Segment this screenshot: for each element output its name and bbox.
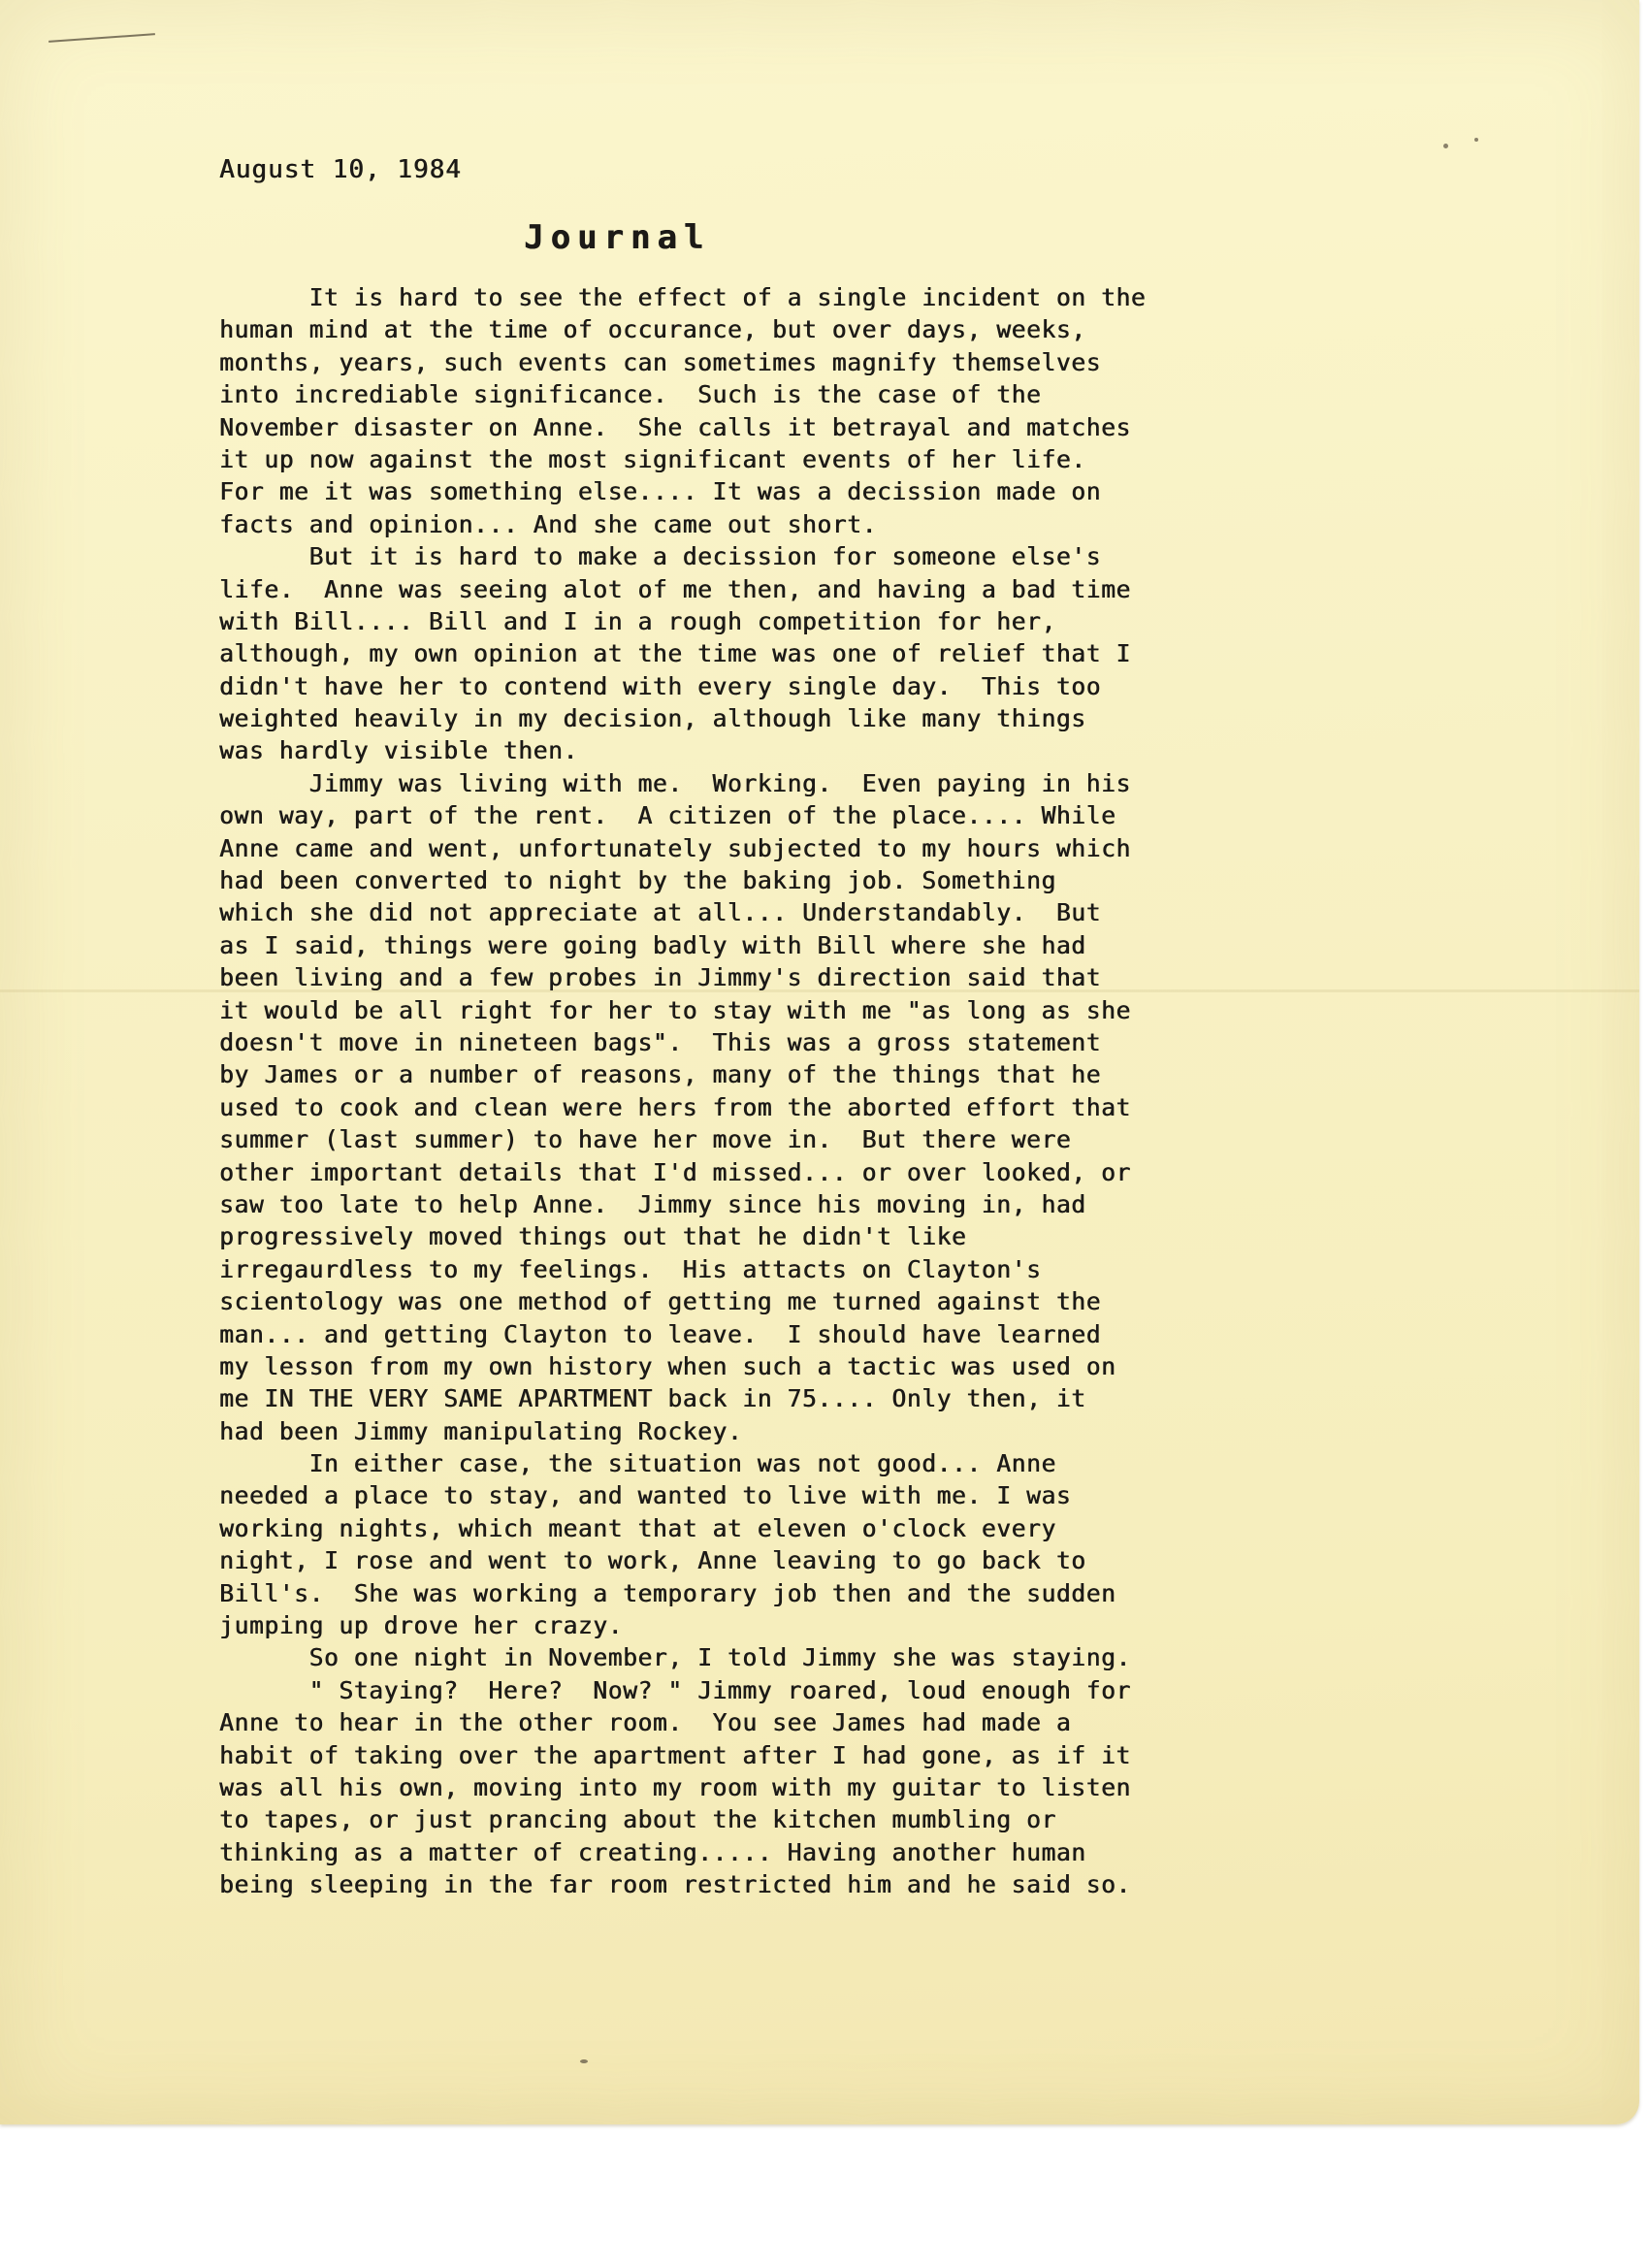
journal-line: For me it was something else.... It was a decission made on [219,477,1101,506]
journal-line: So one night in November, I told Jimmy she was staying. [219,1643,1131,1672]
journal-line: used to cook and clean were hers from the aborted effort that [219,1092,1131,1121]
journal-line: night, I rose and went to work, Anne leaving to go back to [219,1546,1086,1575]
journal-line: was hardly visible then. [219,736,578,765]
journal-line: jumping up drove her crazy. [219,1611,623,1640]
journal-line: Bill's. She was working a temporary job then and the sudden [219,1578,1116,1607]
journal-line: other important details that I'd missed... or over looked, or [219,1157,1131,1186]
journal-line: being sleeping in the far room restricted him and he said so. [219,1870,1131,1899]
journal-line: had been Jimmy manipulating Rockey. [219,1416,743,1445]
journal-line: human mind at the time of occurance, but over days, weeks, [219,315,1086,344]
journal-line: facts and opinion... And she came out short. [219,509,877,538]
journal-line: my lesson from my own history when such a tactic was used on [219,1351,1116,1380]
journal-line: " Staying? Here? Now? " Jimmy roared, loud enough for [219,1675,1131,1704]
journal-line: working nights, which meant that at eleven o'clock every [219,1513,1056,1542]
journal-line: irregaurdless to my feelings. His attacts on Clayton's [219,1254,1042,1283]
journal-line: life. Anne was seeing alot of me then, and having a bad time [219,574,1131,603]
journal-line: habit of taking over the apartment after I had gone, as if it [219,1740,1131,1769]
journal-date: August 10, 1984 [219,155,462,184]
journal-body [219,281,1422,1901]
journal-line: weighted heavily in my decision, although like many things [219,704,1086,733]
journal-line: months, years, such events can sometimes magnify themselves [219,347,1101,376]
journal-line: Anne came and went, unfortunately subjected to my hours which [219,833,1131,862]
journal-line: had been converted to night by the baking job. Something [219,866,1056,895]
journal-line: been living and a few probes in Jimmy's direction said that [219,963,1101,992]
journal-line: In either case, the situation was not good... Anne [219,1449,1056,1478]
journal-line: November disaster on Anne. She calls it betrayal and matches [219,412,1131,441]
journal-line: which she did not appreciate at all... Understandably. But [219,898,1101,927]
journal-line: to tapes, or just prancing about the kitchen mumbling or [219,1805,1056,1834]
paper-speck [1443,144,1448,148]
journal-line: with Bill.... Bill and I in a rough competition for her, [219,606,1056,635]
journal-line: was all his own, moving into my room with my guitar to listen [219,1772,1131,1801]
paper-speck [580,2059,588,2063]
journal-line: although, my own opinion at the time was one of relief that I [219,639,1131,668]
journal-line: it up now against the most significant events of her life. [219,444,1086,473]
journal-line: own way, part of the rent. A citizen of the place.... While [219,801,1116,830]
journal-line: progressively moved things out that he didn't like [219,1222,967,1251]
journal-line: Anne to hear in the other room. You see James had made a [219,1708,1072,1737]
journal-line: me IN THE VERY SAME APARTMENT back in 75.... Only then, it [219,1384,1086,1413]
journal-line: saw too late to help Anne. Jimmy since his moving in, had [219,1189,1086,1218]
journal-line: scientology was one method of getting me turned against the [219,1287,1101,1316]
journal-line: Jimmy was living with me. Working. Even paying in his [219,768,1131,797]
journal-line: it would be all right for her to stay with me "as long as she [219,995,1131,1024]
journal-line: doesn't move in nineteen bags". This was a gross statement [219,1027,1101,1056]
journal-line: by James or a number of reasons, many of the things that he [219,1060,1101,1089]
journal-line: summer (last summer) to have her move in. But there were [219,1125,1072,1154]
journal-line: But it is hard to make a decission for someone else's [219,542,1101,571]
journal-title: Journal [524,218,711,257]
journal-line: as I said, things were going badly with Bill where she had [219,930,1086,959]
journal-line: man... and getting Clayton to leave. I should have learned [219,1319,1101,1348]
journal-line: needed a place to stay, and wanted to live with me. I was [219,1481,1072,1510]
paper-speck [1474,138,1478,142]
journal-line: It is hard to see the effect of a single incident on the [219,283,1147,311]
journal-line: thinking as a matter of creating..... Having another human [219,1837,1086,1866]
pen-mark [48,33,155,43]
journal-line: didn't have her to contend with every single day. This too [219,671,1101,700]
journal-line: into incrediable significance. Such is the case of the [219,380,1042,409]
